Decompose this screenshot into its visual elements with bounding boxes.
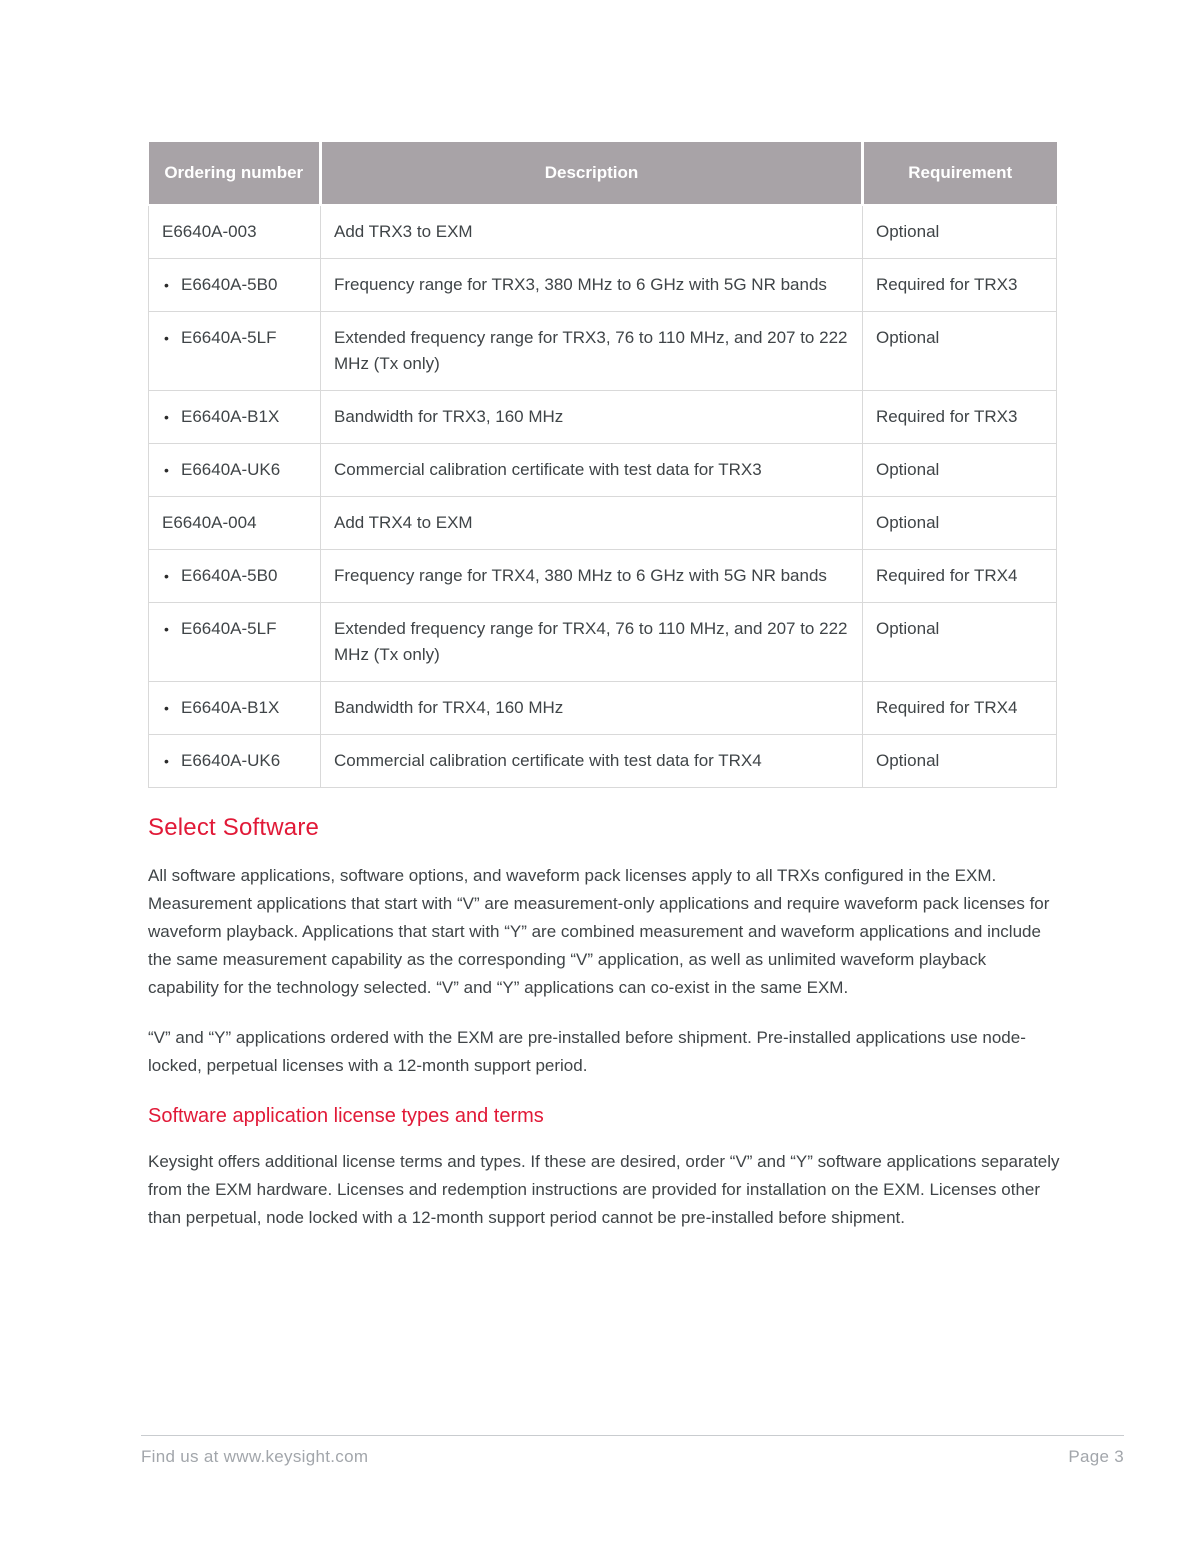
ordering-number-cell [149, 312, 321, 391]
page-footer [141, 1435, 1124, 1467]
bullet-marker: • [164, 568, 169, 584]
bullet-marker: • [164, 621, 169, 637]
ordering-number-cell [149, 259, 321, 312]
requirement-cell: Required for TRX3 [863, 391, 1057, 444]
requirement-cell: Optional [863, 497, 1057, 550]
subheading-license-types: Software application license types and terms [148, 1105, 544, 1127]
requirement-cell: Optional [863, 603, 1057, 682]
column-header-ordering-number: Ordering number [149, 142, 321, 205]
ordering-number-cell [149, 682, 321, 735]
footer-find-us-text: Find us at www.keysight.com [141, 1447, 369, 1466]
description-cell: Frequency range for TRX3, 380 MHz to 6 GHz with 5G NR bands [321, 259, 863, 312]
paragraph-license-terms: Keysight offers additional license terms and types. If these are desired, order “V” and “Y” software applications separately from the EXM hardware. Licenses and redemption instructions are provided for installation on the EXM. Licenses other than perpetual, node locked with a 12-month support period cannot be pre-installed before shipment. [148, 1152, 1060, 1227]
table-row [149, 497, 1057, 550]
ordering-number-cell [149, 391, 321, 444]
column-header-description: Description [321, 142, 863, 205]
ordering-number: E6640A-5LF [181, 619, 277, 638]
paragraph-preinstalled: “V” and “Y” applications ordered with the EXM are pre-installed before shipment. Pre-installed applications use node-locked, perpetual licenses with a 12-month support period. [148, 1028, 1026, 1075]
bullet-marker: • [164, 462, 169, 478]
ordering-number-cell [149, 550, 321, 603]
ordering-number: E6640A-003 [162, 222, 257, 241]
bullet-marker: • [164, 330, 169, 346]
ordering-number: E6640A-UK6 [181, 460, 281, 479]
requirement-cell: Optional [863, 205, 1057, 259]
requirement-cell: Required for TRX4 [863, 682, 1057, 735]
description-cell: Add TRX4 to EXM [321, 497, 863, 550]
table-row [149, 444, 1057, 497]
description-cell: Bandwidth for TRX4, 160 MHz [321, 682, 863, 735]
ordering-number-cell [149, 444, 321, 497]
bullet-marker: • [164, 700, 169, 716]
table-row [149, 735, 1057, 788]
table-row [149, 682, 1057, 735]
table-row [149, 259, 1057, 312]
paragraph-software-overview: All software applications, software options, and waveform pack licenses apply to all TRXs configured in the EXM. Measurement applications that start with “V” are measurement-only applications and require waveform pack licenses for waveform playback. Applications that start with “Y” are combined measurement and waveform applications and include the same measurement capability as the corresponding “V” application, as well as unlimited waveform playback capability for the technology selected. “V” and “Y” applications can co-exist in the same EXM. [148, 866, 1050, 997]
requirement-cell: Optional [863, 444, 1057, 497]
column-header-requirement: Requirement [863, 142, 1057, 205]
bullet-marker: • [164, 753, 169, 769]
ordering-number-cell [149, 205, 321, 259]
section-heading-select-software: Select Software [148, 814, 320, 841]
ordering-number: E6640A-UK6 [181, 751, 281, 770]
description-cell: Add TRX3 to EXM [321, 205, 863, 259]
ordering-number-cell [149, 497, 321, 550]
ordering-number: E6640A-004 [162, 513, 257, 532]
table-header-row [149, 142, 1057, 205]
ordering-number-cell [149, 603, 321, 682]
table-row [149, 550, 1057, 603]
description-cell: Extended frequency range for TRX4, 76 to 110 MHz, and 207 to 222 MHz (Tx only) [321, 603, 863, 682]
table-row [149, 312, 1057, 391]
ordering-number: E6640A-5B0 [181, 566, 278, 585]
requirement-cell: Required for TRX4 [863, 550, 1057, 603]
ordering-table [148, 142, 1057, 788]
requirement-cell: Optional [863, 312, 1057, 391]
bullet-marker: • [164, 409, 169, 425]
ordering-number: E6640A-5B0 [181, 275, 278, 294]
ordering-number: E6640A-5LF [181, 328, 277, 347]
table-row [149, 603, 1057, 682]
requirement-cell: Required for TRX3 [863, 259, 1057, 312]
description-cell: Commercial calibration certificate with test data for TRX4 [321, 735, 863, 788]
description-cell: Frequency range for TRX4, 380 MHz to 6 GHz with 5G NR bands [321, 550, 863, 603]
description-cell: Extended frequency range for TRX3, 76 to 110 MHz, and 207 to 222 MHz (Tx only) [321, 312, 863, 391]
description-cell: Commercial calibration certificate with test data for TRX3 [321, 444, 863, 497]
bullet-marker: • [164, 277, 169, 293]
table-row [149, 205, 1057, 259]
ordering-number: E6640A-B1X [181, 698, 280, 717]
page-number: Page 3 [1068, 1447, 1124, 1466]
page-content [148, 0, 1060, 1232]
table-row [149, 391, 1057, 444]
ordering-number-cell [149, 735, 321, 788]
description-cell: Bandwidth for TRX3, 160 MHz [321, 391, 863, 444]
ordering-number: E6640A-B1X [181, 407, 280, 426]
requirement-cell: Optional [863, 735, 1057, 788]
